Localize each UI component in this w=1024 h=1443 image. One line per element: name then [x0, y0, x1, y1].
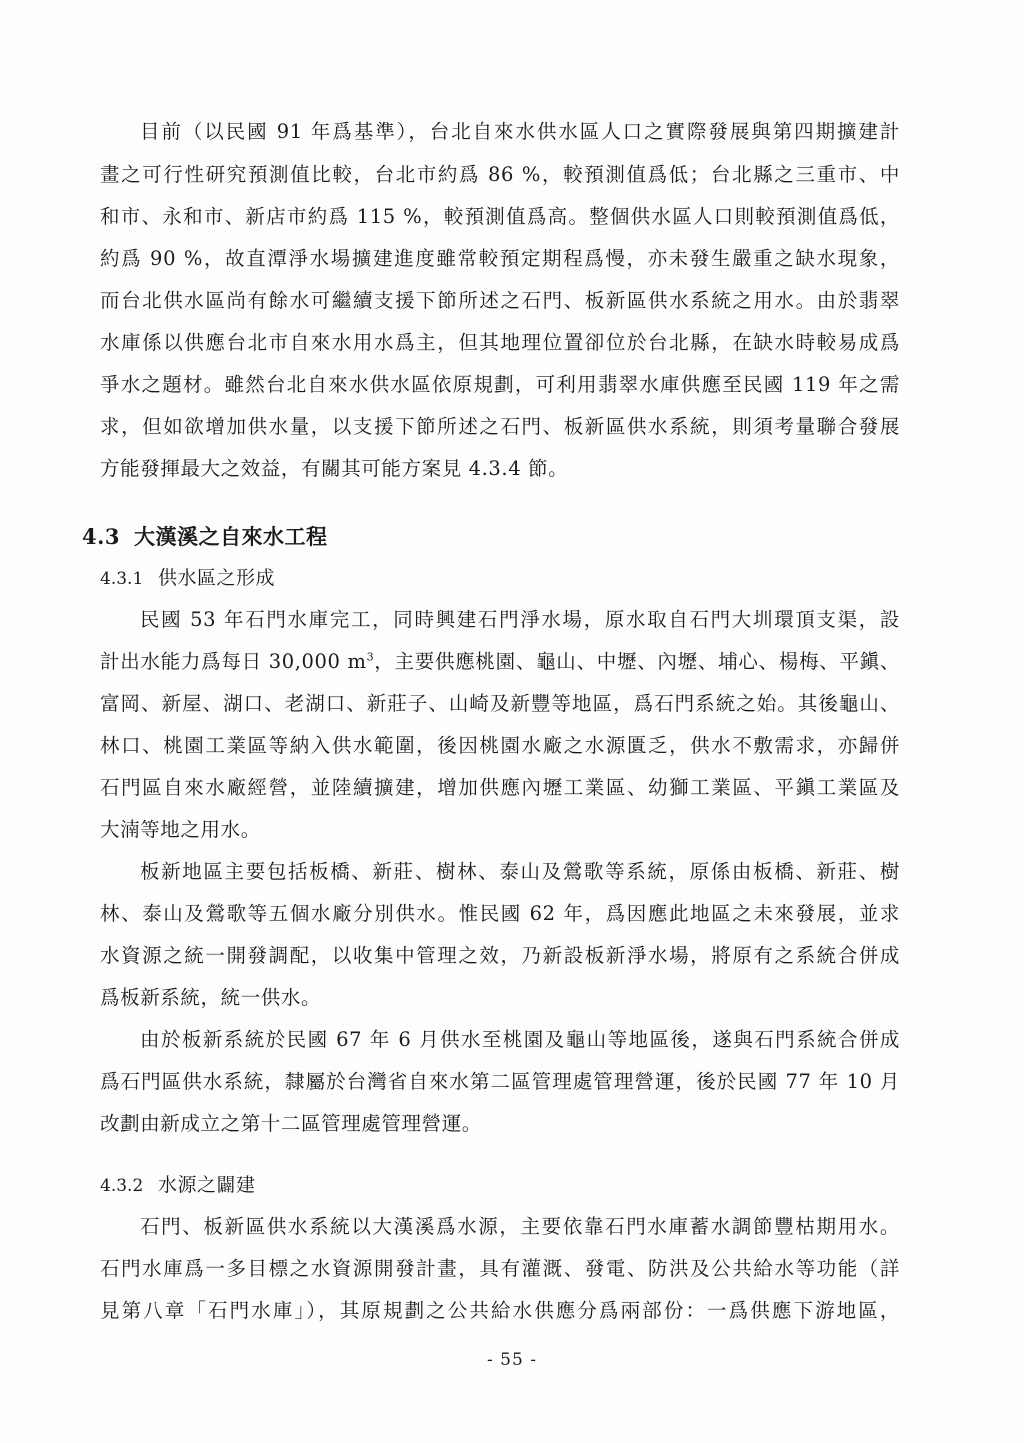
subsection-number: 4.3.2 [100, 1176, 144, 1196]
subsection-title: 水源之闢建 [158, 1174, 256, 1196]
paragraph-line: 方能發揮最大之效益，有關其可能方案見 4.3.4 節。 [100, 457, 569, 480]
paragraph-line: 由於板新系統於民國 67 年 6 月供水至桃園及龜山等地區後，遂與石門系統合併成 [140, 1028, 900, 1051]
paragraph-line: 爭水之題材。雖然台北自來水供水區依原規劃，可利用翡翠水庫供應至民國 119 年之需 [100, 373, 900, 396]
page-number: - 55 - [487, 1350, 537, 1370]
paragraph-line: 水資源之統一開發調配，以收集中管理之效，乃新設板新淨水場，將原有之系統合併成 [100, 944, 900, 967]
section-number: 4.3 [82, 524, 121, 549]
subsection-title: 供水區之形成 [158, 567, 276, 589]
paragraph-line: 民國 53 年石門水庫完工，同時興建石門淨水場，原水取自石門大圳環頂支渠，設 [140, 608, 900, 631]
paragraph-line: 石門、板新區供水系統以大漢溪爲水源，主要依靠石門水庫蓄水調節豐枯期用水。 [140, 1215, 900, 1238]
paragraph-line: 爲板新系統，統一供水。 [100, 986, 322, 1009]
text-run: ，主要供應桃園、龜山、中壢、內壢、埔心、楊梅、平鎭、 [374, 650, 900, 673]
text-run: 計出水能力爲每日 30,000 m [100, 650, 367, 673]
paragraph-line: 石門區自來水廠經營，並陸續擴建，增加供應內壢工業區、幼獅工業區、平鎭工業區及 [100, 776, 900, 799]
paragraph-line: 畫之可行性研究預測值比較，台北市約爲 86 %，較預測值爲低；台北縣之三重市、中 [100, 163, 900, 186]
paragraph-line: 林、泰山及鶯歌等五個水廠分別供水。惟民國 62 年，爲因應此地區之未來發展，並求 [100, 902, 900, 925]
paragraph-line: 爲石門區供水系統，隸屬於台灣省自來水第二區管理處管理營運，後於民國 77 年 10 月 [100, 1070, 900, 1093]
paragraph-line: 和市、永和市、新店市約爲 115 %，較預測值爲高。整個供水區人口則較預測值爲低， [100, 205, 900, 228]
paragraph-line [100, 645, 900, 679]
superscript: 3 [366, 650, 375, 664]
paragraph-line: 水庫係以供應台北市自來水用水爲主，但其地理位置卻位於台北縣，在缺水時較易成爲 [100, 331, 900, 354]
subsection-heading [100, 1168, 256, 1203]
paragraph-line: 約爲 90 %，故直潭淨水場擴建進度雖常較預定期程爲慢，亦未發生嚴重之缺水現象， [100, 247, 900, 270]
paragraph-line: 求，但如欲增加供水量，以支援下節所述之石門、板新區供水系統，則須考量聯合發展 [100, 415, 900, 438]
subsection-number: 4.3.1 [100, 569, 144, 589]
paragraph-line: 改劃由新成立之第十二區管理處管理營運。 [100, 1112, 482, 1135]
paragraph-line: 見第八章「石門水庫」），其原規劃之公共給水供應分爲兩部份：一爲供應下游地區， [100, 1299, 900, 1322]
section-title: 大漢溪之自來水工程 [134, 524, 328, 549]
paragraph-line: 目前（以民國 91 年爲基準），台北自來水供水區人口之實際發展與第四期擴建計 [140, 120, 900, 143]
paragraph-line: 石門水庫爲一多目標之水資源開發計畫，具有灌溉、發電、防洪及公共給水等功能（詳 [100, 1257, 900, 1280]
subsection-heading [100, 561, 275, 596]
paragraph-line: 板新地區主要包括板橋、新莊、樹林、泰山及鶯歌等系統，原係由板橋、新莊、樹 [140, 860, 900, 883]
paragraph-line: 林口、桃園工業區等納入供水範圍，後因桃園水廠之水源匱乏，供水不敷需求，亦歸併 [100, 734, 900, 757]
section-heading [82, 520, 328, 554]
paragraph-line: 而台北供水區尚有餘水可繼續支援下節所述之石門、板新區供水系統之用水。由於翡翠 [100, 289, 900, 312]
paragraph-line: 富岡、新屋、湖口、老湖口、新莊子、山崎及新豐等地區，爲石門系統之始。其後龜山、 [100, 692, 900, 715]
paragraph-line: 大湳等地之用水。 [100, 818, 261, 841]
